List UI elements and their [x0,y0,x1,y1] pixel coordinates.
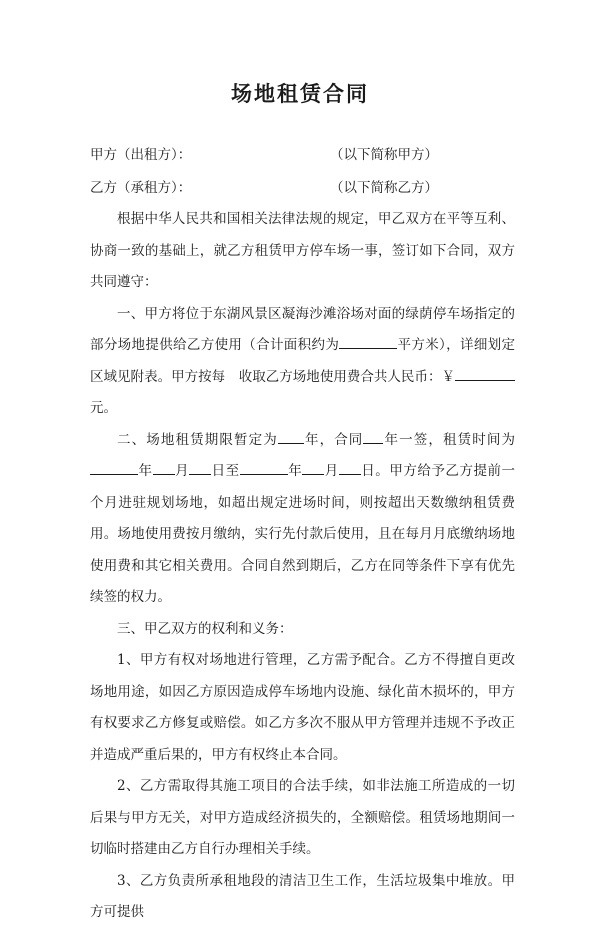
clause-1-paragraph [90,299,515,425]
contract-body [90,204,515,929]
term-years-blank [278,429,304,444]
end-day-blank [339,460,361,475]
party-b-label: 乙方（承租方）： [90,180,192,196]
start-day-label: 日至 [211,463,240,479]
start-year-blank [90,460,138,475]
clause-2-text-d: 日。甲方给予乙方提前一个月进驻规划场地，如超出规定进场时间，则按超出天数缴纳租赁费用。场地使用费按月缴纳，实行先付款后使用，且在每月月底缴纳场地使用费和其它相关费用。合同自然到期后，乙方在同等条件下享有优先续签的权力。 [90,463,516,605]
clause-3-item-2: 2、乙方需取得其施工项目的合法手续，如非法施工所造成的一切后果与甲方无关，对甲方造成经济损失的，全额赔偿。租赁场地期间一切临时搭建由乙方自行办理相关手续。 [90,778,515,857]
clause-3-item-3: 3、乙方负责所承租地段的清洁卫生工作，生活垃圾集中堆放。甲方可提供 [90,872,515,920]
end-month-label: 月 [324,463,339,479]
end-year-label: 年 [287,463,303,479]
clause-2-text-a: 二、场地租赁期限暂定为 [117,431,278,448]
party-a-line [90,144,520,166]
end-year-blank [240,460,288,475]
renewal-years-blank [363,429,383,444]
end-month-blank [302,460,324,475]
clause-1-text-a: 一、甲方将位于东湖风景区凝海沙滩浴场对面的绿荫停车场指定的部分场地提供给乙方使用（合计面积约为 [90,305,515,353]
clause-3-heading: 三、甲乙双方的权利和义务： [117,620,293,637]
document-title: 场地租赁合同 [231,81,369,106]
start-year-label: 年 [138,463,153,479]
clause-1-text-b: 平方米），详细划定区域见附表。甲方按每 收取乙方场地使用费合共人民币：￥ [90,337,516,385]
clause-2-text-c: 年一签，租赁时间为 [383,431,516,448]
party-b-abbreviation: （以下简称乙方） [330,180,438,196]
party-b-line [90,177,520,199]
intro-paragraph: 根据中华人民共和国相关法律法规的规定，甲乙双方在平等互利、协商一致的基础上，就乙方租赁甲方停车场一事，签订如下合同，双方共同遵守： [90,211,515,290]
party-a-label: 甲方（出租方）： [90,147,192,163]
clause-2-paragraph [90,425,515,614]
party-a-abbreviation: （以下简称甲方） [330,147,438,163]
start-month-label: 月 [174,463,190,479]
clause-2-text-b: 年，合同 [303,431,364,448]
start-month-blank [153,460,175,475]
amount-blank [455,366,515,381]
area-blank [339,334,397,349]
clause-3-item-1: 1、甲方有权对场地进行管理，乙方需予配合。乙方不得擅自更改场地用途，如因乙方原因造成停车场地内设施、绿化苗木损坏的，甲方有权要求乙方修复或赔偿。如乙方多次不服从甲方管理并违规不予改正并造成严重后果的，甲方有权终止本合同。 [90,652,515,763]
start-day-blank [189,460,211,475]
clause-1-text-c: 元。 [90,400,117,416]
